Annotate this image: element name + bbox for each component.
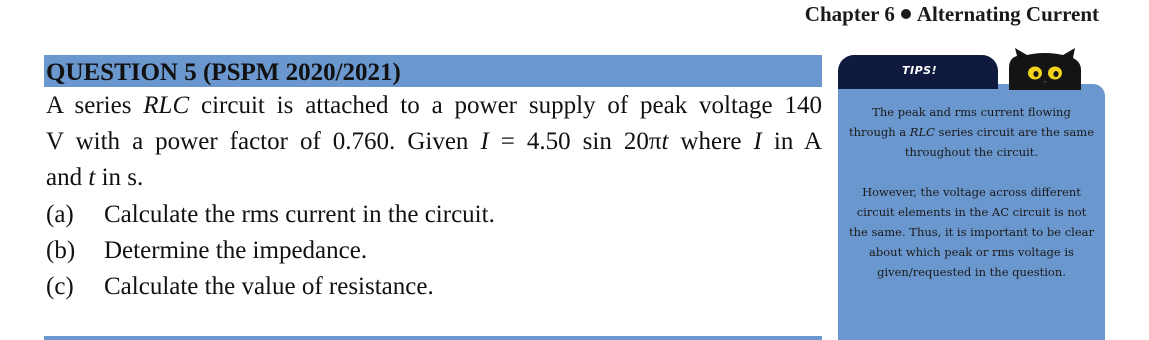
part-label: (a) <box>46 201 74 228</box>
question-stem <box>44 88 822 196</box>
question-parts <box>44 197 822 305</box>
question-part <box>44 269 822 305</box>
part-text: Determine the impedance. <box>104 237 368 264</box>
bullet-dot-icon <box>901 9 911 19</box>
black-cat-peeking-icon <box>1003 46 1087 90</box>
question-title: QUESTION 5 (PSPM 2020/2021) <box>44 55 822 87</box>
question-panel <box>44 55 822 305</box>
question-part <box>44 233 822 269</box>
question-stem-line-1: A series RLC circuit is attached to a power supply of peak voltage 140 <box>46 92 822 119</box>
tips-paragraph-1: The peak and rms current flowing through a RLC series circuit are the same throughout the circuit. <box>849 105 1094 159</box>
part-text: Calculate the rms current in the circuit. <box>104 201 495 228</box>
chapter-topic: Alternating Current <box>916 2 1099 26</box>
part-label: (b) <box>46 237 76 264</box>
question-stem-line-3: and t in s. <box>46 164 144 191</box>
tips-paragraph-2: However, the voltage across different circuit elements in the AC circuit is not the same. Thus, it is important to be clear about which peak or rms voltage is given/requested in the question. <box>849 185 1094 279</box>
question-bottom-rule <box>44 336 822 340</box>
part-label: (c) <box>46 273 74 300</box>
tips-text <box>848 102 1095 302</box>
tips-label: TIPS! <box>902 64 938 77</box>
chapter-label: Chapter 6 <box>804 2 895 26</box>
chapter-header <box>805 2 1099 27</box>
part-text: Calculate the value of resistance. <box>104 273 434 300</box>
question-stem-line-2: V with a power factor of 0.760. Given I = 4.50 sin 20πt where I in A <box>46 128 823 155</box>
question-part <box>44 197 822 233</box>
